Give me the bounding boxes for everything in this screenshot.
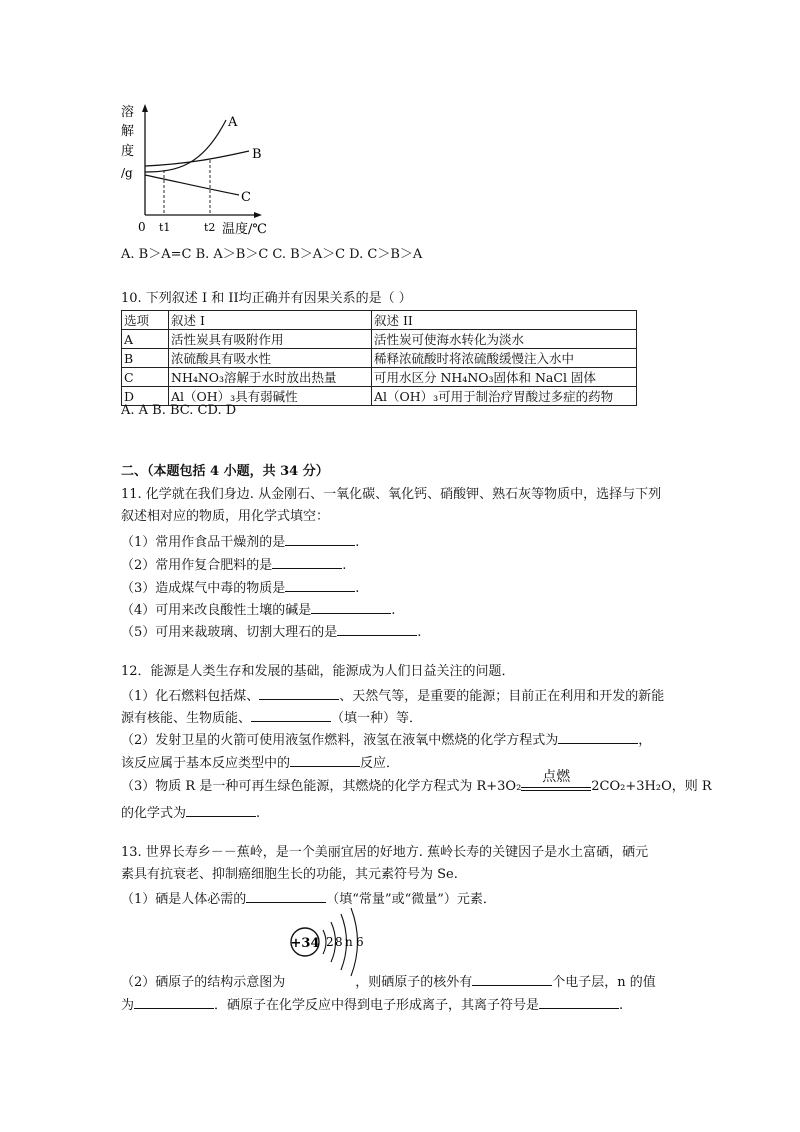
x-axis-label: 温度/℃ <box>222 222 267 235</box>
curve-c <box>145 175 239 195</box>
q13-part-2-line-2 <box>121 994 623 1015</box>
q13-p2f: . <box>619 998 624 1013</box>
shell-electrons-1: 2 <box>326 935 334 949</box>
q13-p2e: ．硒原子在化学反应中得到电子形成离子，其离子符号是 <box>214 998 540 1013</box>
q12-p1d: （填一种）等． <box>331 711 423 726</box>
table-header-row <box>122 311 637 330</box>
shell-electrons-4: 6 <box>356 935 364 949</box>
answer-blank[interactable] <box>558 729 638 744</box>
answer-blank[interactable] <box>290 752 360 767</box>
q12-p1b: 、天然气等，是重要的能源；目前正在利用和开发的新能 <box>339 689 665 704</box>
answer-blank[interactable] <box>311 599 391 614</box>
q11-item-2 <box>121 554 346 575</box>
answer-blank[interactable] <box>337 621 417 636</box>
row-statement-2: 可用水区分 NH₄NO₃固体和 NaCl 固体 <box>372 368 637 387</box>
end-mark: . <box>355 535 360 550</box>
q12-p2a: （2）发射卫星的火箭可使用液氢作燃料，液氢在液氧中燃烧的化学方程式为 <box>121 733 559 748</box>
ylabel-char-4: /g <box>121 166 133 180</box>
reaction-condition: 点燃 <box>542 769 571 785</box>
q11-item-3 <box>121 577 359 598</box>
end-mark: . <box>342 558 347 573</box>
q12-p3d: . <box>256 806 261 821</box>
t2-label: t2 <box>204 221 216 234</box>
row-option: D <box>122 387 169 406</box>
q12-p2d: 反应． <box>360 756 400 771</box>
q13-stem-2: 素具有抗衰老、抑制癌细胞生长的功能，其元素符号为 Se. <box>121 867 458 882</box>
equals-line-2 <box>521 790 591 791</box>
curve-a <box>145 120 226 172</box>
answer-blank[interactable] <box>259 685 339 700</box>
q13-p1a: （1）硒是人体必需的 <box>121 892 247 907</box>
x-axis-arrow <box>254 212 262 218</box>
t1-label: t1 <box>159 221 171 234</box>
q12-p3b: 2CO₂+3H₂O，则 R <box>591 779 712 794</box>
q12-part-3-line-2 <box>121 802 260 823</box>
q12-p3c: 的化学式为 <box>121 806 187 821</box>
header-statement-1: 叙述 I <box>169 311 372 330</box>
q13-part-2-line-1 <box>121 971 656 992</box>
row-option: C <box>122 368 169 387</box>
end-mark: . <box>417 625 422 640</box>
q13-p2b: ，则硒原子的核外有 <box>355 975 473 990</box>
section-2-title: 二、（本题包括 4 小题，共 34 分） <box>121 464 329 479</box>
q11-item-5 <box>121 621 421 642</box>
q11-item-4-text: （4）可用来改良酸性土壤的碱是 <box>121 603 312 618</box>
q11-item-1 <box>121 531 359 552</box>
answer-blank[interactable] <box>285 531 355 546</box>
row-statement-1: Al（OH）₃具有弱碱性 <box>169 387 372 406</box>
solubility-graph <box>118 100 278 235</box>
end-mark: . <box>391 603 396 618</box>
answer-blank[interactable] <box>285 577 355 592</box>
end-mark: . <box>355 581 360 596</box>
q12-p1c: 源有核能、生物质能、 <box>121 711 252 726</box>
q10-options: A. A B. BC. CD. D <box>121 403 237 418</box>
curve-label-c: C <box>241 190 251 205</box>
q10-stem: 10. 下列叙述 I 和 II均正确并有因果关系的是（ ） <box>121 291 412 306</box>
row-statement-1: 活性炭具有吸附作用 <box>169 330 372 349</box>
answer-blank[interactable] <box>186 802 256 817</box>
ylabel-char-1: 溶 <box>121 105 135 120</box>
curve-b <box>145 151 249 166</box>
q12-part-2-line-2 <box>121 752 399 773</box>
q11-item-4 <box>121 599 395 620</box>
answer-blank[interactable] <box>272 554 342 569</box>
selenium-atom-diagram <box>285 904 375 980</box>
equals-line-1 <box>521 787 591 788</box>
reaction-condition-arrow <box>521 769 591 796</box>
ylabel-char-2: 解 <box>121 124 135 139</box>
answer-blank[interactable] <box>472 971 552 986</box>
ylabel-char-3: 度 <box>121 144 135 159</box>
q12-stem: 12．能源是人类生存和发展的基础，能源成为人们日益关注的问题． <box>121 664 515 679</box>
answer-blank[interactable] <box>134 994 214 1009</box>
q13-p2a: （2）硒原子的结构示意图为 <box>121 975 286 990</box>
q12-p3a: （3）物质 R 是一种可再生绿色能源，其燃烧的化学方程式为 R+3O₂ <box>121 779 522 794</box>
q11-item-2-text: （2）常用作复合肥料的是 <box>121 558 273 573</box>
header-statement-2: 叙述 II <box>372 311 637 330</box>
q10-table <box>121 310 637 406</box>
q11-stem-1: 11. 化学就在我们身边. 从金刚石、一氧化碳、氧化钙、硝酸钾、熟石灰等物质中，选择与下列 <box>121 487 662 502</box>
q11-stem-2: 叙述相对应的物质，用化学式填空： <box>121 509 330 524</box>
answer-blank[interactable] <box>246 888 326 903</box>
y-axis-arrow <box>142 104 148 112</box>
table-row <box>122 368 637 387</box>
q13-p2d: 为 <box>121 998 135 1013</box>
table-row <box>122 349 637 368</box>
q11-item-5-text: （5）可用来裁玻璃、切割大理石的是 <box>121 625 338 640</box>
header-option: 选项 <box>122 311 169 330</box>
answer-blank[interactable] <box>251 707 331 722</box>
q13-p1b: （填“常量”或“微量”）元素． <box>326 892 496 907</box>
q13-p2c: 个电子层，n 的值 <box>552 975 656 990</box>
table-row <box>122 330 637 349</box>
nucleus-charge: +34 <box>290 936 320 951</box>
q9-options: A. B＞A=C B. A＞B＞C C. B＞A＞C D. C＞B＞A <box>121 247 423 262</box>
row-statement-1: 浓硫酸具有吸水性 <box>169 349 372 368</box>
q12-p2b: ， <box>638 733 652 748</box>
row-statement-2: Al（OH）₃可用于制治疗胃酸过多症的药物 <box>372 387 637 406</box>
row-option: A <box>122 330 169 349</box>
shell-electrons-2: 8 <box>335 935 343 949</box>
shell-electrons-3: n <box>345 935 353 949</box>
q12-part-2-line-1 <box>121 729 651 750</box>
q12-part-3-line-1 <box>121 769 712 796</box>
q11-item-3-text: （3）造成煤气中毒的物质是 <box>121 581 286 596</box>
q11-item-1-text: （1）常用作食品干燥剂的是 <box>121 535 286 550</box>
row-statement-2: 稀释浓硫酸时将浓硫酸缓慢注入水中 <box>372 349 637 368</box>
row-option: B <box>122 349 169 368</box>
row-statement-2: 活性炭可使海水转化为淡水 <box>372 330 637 349</box>
q12-part-1-line-2 <box>121 707 422 728</box>
q12-part-1-line-1 <box>121 685 664 706</box>
row-statement-1: NH₄NO₃溶解于水时放出热量 <box>169 368 372 387</box>
q12-p1a: （1）化石燃料包括煤、 <box>121 689 260 704</box>
q13-stem-1: 13. 世界长寿乡－－蕉岭，是一个美丽宜居的好地方. 蕉岭长寿的关键因子是水土富硒，硒元 <box>121 845 649 860</box>
curve-label-b: B <box>252 147 262 162</box>
answer-blank[interactable] <box>539 994 619 1009</box>
q12-p2c: 该反应属于基本反应类型中的 <box>121 756 291 771</box>
curve-label-a: A <box>228 115 238 130</box>
origin-label: 0 <box>138 220 146 234</box>
